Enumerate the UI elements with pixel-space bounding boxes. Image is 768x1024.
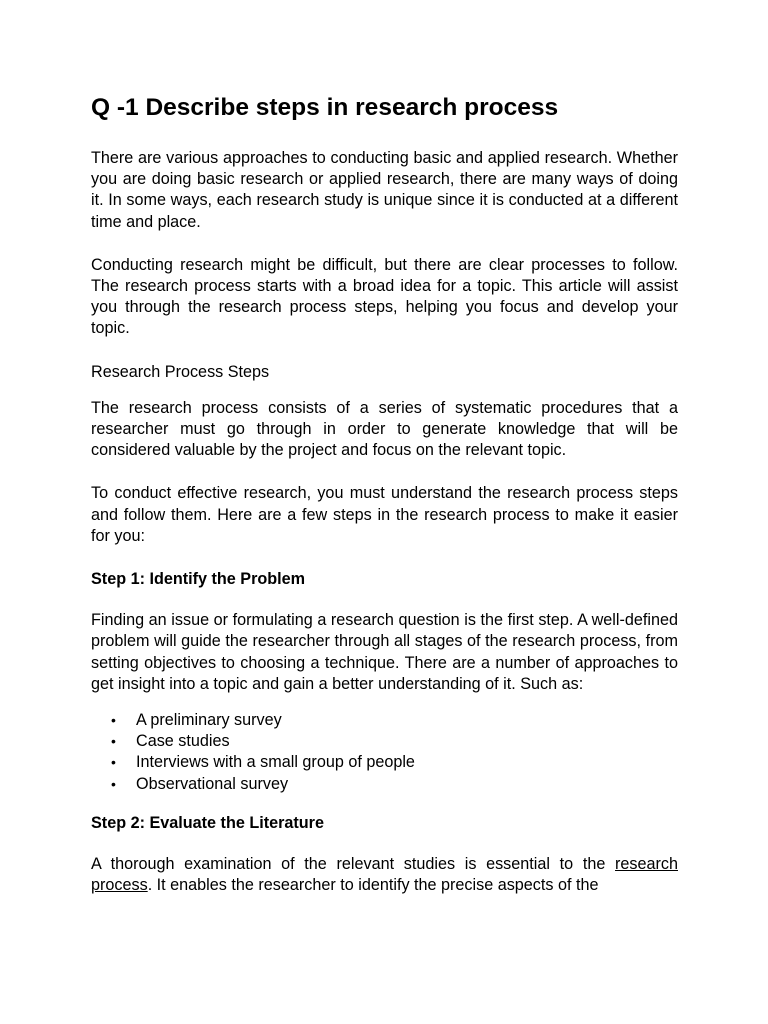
section-subheading: Research Process Steps <box>91 362 270 381</box>
list-item <box>91 731 678 752</box>
intro-paragraph: There are various approaches to conducting basic and applied research. Whether you are doing basic research or applied research, there are many ways of doing it. In some ways, each research study is unique since it is conducted at a different time and place. <box>91 149 678 231</box>
list-item-text: A preliminary survey <box>136 711 282 730</box>
bullet-icon: • <box>111 712 116 729</box>
document-title: Q -1 Describe steps in research process <box>91 94 559 121</box>
list-item <box>91 774 678 795</box>
list-item-text: Observational survey <box>136 774 289 793</box>
bullet-icon: • <box>111 733 116 750</box>
bullet-icon: • <box>111 775 116 792</box>
step2-heading: Step 2: Evaluate the Literature <box>91 813 324 832</box>
step2-text-after: . It enables the researcher to identify the precise aspects of the <box>147 876 599 895</box>
steps-intro-paragraph: To conduct effective research, you must understand the research process steps and follow them. Here are a few steps in the research process to make it easier for you: <box>91 484 678 545</box>
bullet-icon: • <box>111 754 116 771</box>
list-item-text: Case studies <box>136 732 230 751</box>
step1-paragraph: Finding an issue or formulating a research question is the first step. A well-defined problem will guide the researcher through all stages of the research process, from setting objectives to choosing a technique. There are a number of approaches to get insight into a topic and gain a better understanding of it. Such as: <box>91 611 678 693</box>
step1-heading: Step 1: Identify the Problem <box>91 570 306 589</box>
step1-bullet-list <box>91 710 678 795</box>
list-item <box>91 752 678 773</box>
list-item <box>91 710 678 731</box>
process-definition-paragraph: The research process consists of a series of systematic procedures that a researcher must go through in order to generate knowledge that will be considered valuable by the project and focus on the relevant topic. <box>91 398 678 460</box>
process-overview-paragraph: Conducting research might be difficult, but there are clear processes to follow. The research process starts with a broad idea for a topic. This article will assist you through the research process steps, helping you focus and develop your topic. <box>91 255 678 338</box>
research-process-link[interactable]: research process <box>91 855 678 895</box>
step2-paragraph <box>91 854 678 896</box>
step2-text-before: A thorough examination of the relevant studies is essential to the <box>91 855 616 874</box>
list-item-text: Interviews with a small group of people <box>136 753 415 772</box>
